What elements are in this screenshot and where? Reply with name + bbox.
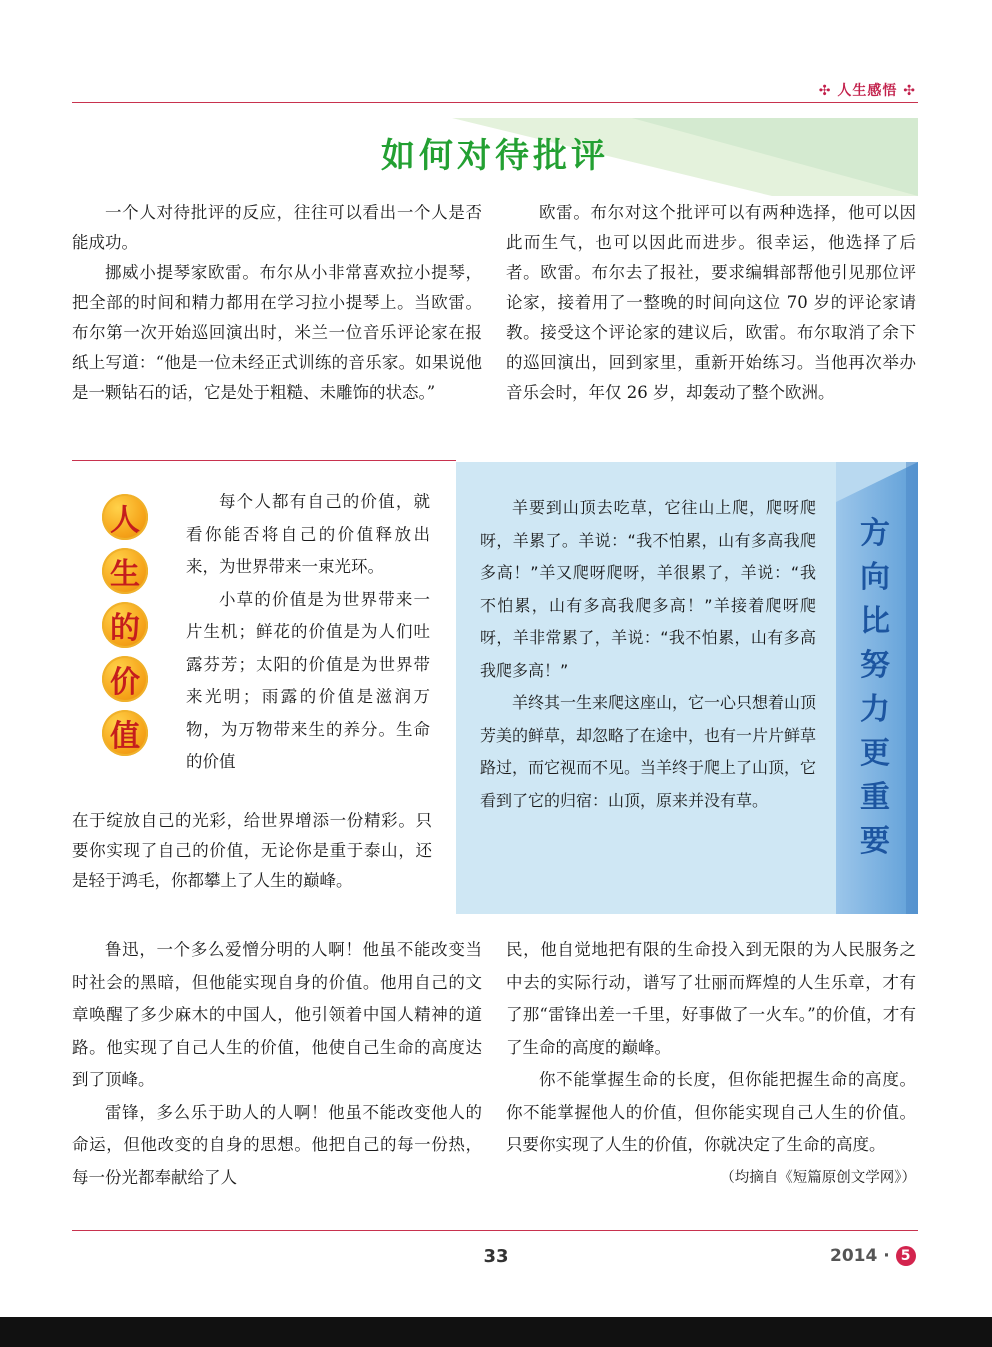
title-char: 值 bbox=[102, 710, 148, 756]
paragraph: 挪威小提琴家欧雷。布尔从小非常喜欢拉小提琴，把全部的时间和精力都用在学习拉小提琴上。当欧雷。布尔第一次开始巡回演出时，米兰一位音乐评论家在报纸上写道：“他是一位未经正式训练的音乐家。如果说他是一颗钻石的话，它是处于粗糙、未雕饰的状态。” bbox=[72, 263, 482, 402]
article1-left-column bbox=[72, 198, 482, 408]
direction-title bbox=[844, 512, 906, 864]
paragraph: 每个人都有自己的价值，就看你能否将自己的价值释放出来，为世界带来一束光环。 bbox=[186, 492, 430, 576]
paragraph: 在于绽放自己的光彩，给世界增添一份精彩。只要你实现了自己的价值，无论你是重于泰山，还是轻于鸿毛，你都攀上了人生的巅峰。 bbox=[72, 811, 432, 890]
article2-intro bbox=[186, 486, 430, 779]
title-char: 努 bbox=[860, 648, 890, 683]
article2-continuation bbox=[72, 806, 432, 896]
paragraph: 民，他自觉地把有限的生命投入到无限的为人民服务之中去的实际行动，谱写了壮丽而辉煌的人生乐章，才有了那“雷锋出差一千里，好事做了一火车。”的价值，才有了生命的高度的巅峰。 bbox=[506, 940, 916, 1057]
bottom-strip bbox=[0, 1317, 992, 1347]
paragraph: 羊终其一生来爬这座山，它一心只想着山顶芳美的鲜草，却忽略了在途中，也有一片片鲜草路过，而它视而不见。当羊终于爬上了山顶，它看到了它的归宿：山顶，原来并没有草。 bbox=[480, 693, 817, 810]
title-char: 价 bbox=[102, 656, 148, 702]
title-char: 生 bbox=[102, 548, 148, 594]
paragraph: 你不能掌握生命的长度，但你能把握生命的高度。你不能掌握他人的价值，但你能实现自己人生的价值。只要你实现了人生的价值，你就决定了生命的高度。 bbox=[506, 1070, 916, 1154]
article1-right-column bbox=[506, 198, 916, 408]
title-char: 比 bbox=[860, 604, 890, 639]
title-char: 重 bbox=[860, 780, 890, 815]
issue-year: 2014 · bbox=[830, 1246, 890, 1266]
source-credit: （均摘自《短篇原创文学网》） bbox=[720, 1169, 916, 1186]
paragraph: 小草的价值是为世界带来一片生机；鲜花的价值是为人们吐露芬芳；太阳的价值是为世界带来光明；雨露的价值是滋润万物，为万物带来生的养分。生命的价值 bbox=[186, 589, 430, 771]
title-char: 要 bbox=[860, 824, 890, 859]
paragraph: 雷锋，多么乐于助人的人啊！他虽不能改变他人的命运，但他改变的自身的思想。他把自己的每一份热，每一份光都奉献给了人 bbox=[72, 1102, 482, 1187]
paragraph: 羊要到山顶去吃草，它往山上爬，爬呀爬呀，羊累了。羊说：“我不怕累，山有多高我爬多高！”羊又爬呀爬呀，羊很累了，羊说：“我不怕累，山有多高我爬多高！”羊接着爬呀爬呀，羊非常累了，羊说：“我不怕累，山有多高我爬多高！” bbox=[480, 498, 816, 680]
issue-label bbox=[830, 1246, 916, 1266]
title-char: 人 bbox=[102, 494, 148, 540]
title-char: 力 bbox=[860, 692, 890, 727]
title-char: 方 bbox=[860, 516, 890, 551]
footer-rule bbox=[72, 1230, 918, 1231]
article2-lower-left bbox=[72, 934, 482, 1194]
life-value-title bbox=[102, 494, 158, 764]
paragraph: 鲁迅，一个多么爱憎分明的人啊！他虽不能改变当时社会的黑暗，但他能实现自身的价值。他用自己的文章唤醒了多少麻木的中国人，他引领着中国人精神的道路。他实现了自己人生的价值，他使自己生命的高度达到了顶峰。 bbox=[72, 940, 482, 1089]
section-divider bbox=[72, 460, 456, 461]
title-char: 更 bbox=[860, 736, 890, 771]
title-char: 的 bbox=[102, 602, 148, 648]
paragraph: 欧雷。布尔对这个批评可以有两种选择，他可以因此而生气，也可以因此而进步。很幸运，他选择了后者。欧雷。布尔去了报社，要求编辑部帮他引见那位评论家，接着用了一整晚的时间向这位 70 岁的评论家请教。接受这个评论家的建议后，欧雷。布尔取消了余下的巡回演出，回到家里，重新开始练习。当他再次举办音乐会时，年仅 26 岁，却轰动了整个欧洲。 bbox=[506, 203, 916, 402]
article2-lower-right bbox=[506, 934, 916, 1194]
article-title: 如何对待批评 bbox=[381, 136, 609, 176]
page-number: 33 bbox=[483, 1246, 509, 1267]
title-char: 向 bbox=[860, 560, 890, 595]
section-tag: ✣ 人生感悟 ✣ bbox=[818, 83, 916, 99]
issue-number-badge: 5 bbox=[896, 1246, 916, 1266]
direction-text bbox=[480, 492, 816, 817]
header-rule bbox=[72, 102, 918, 103]
paragraph: 一个人对待批评的反应，往往可以看出一个人是否能成功。 bbox=[72, 203, 482, 252]
